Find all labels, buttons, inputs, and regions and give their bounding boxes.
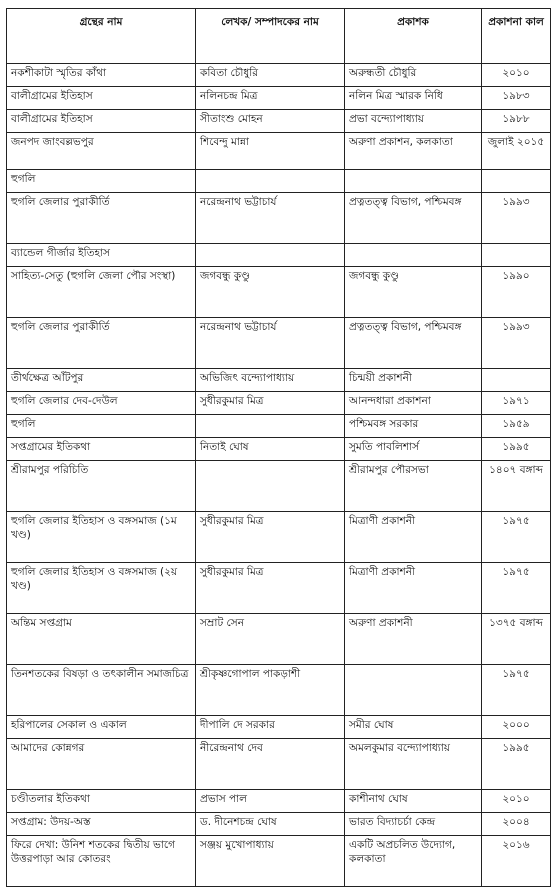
table-row xyxy=(7,133,551,170)
cell-author xyxy=(196,461,345,512)
cell-publisher: অরুন্ধতী চৌধুরি xyxy=(345,64,482,87)
header-publisher: প্রকাশক xyxy=(345,9,482,64)
table-row xyxy=(7,193,551,244)
cell-publisher: সমীর ঘোষ xyxy=(345,716,482,739)
cell-year: ১৯৭৫ xyxy=(482,512,551,563)
cell-publisher: মিত্রাণী প্রকাশনী xyxy=(345,512,482,563)
table-row xyxy=(7,512,551,563)
cell-title: হুগলি জেলার ইতিহাস ও বঙ্গসমাজ (১ম খণ্ড) xyxy=(7,512,196,563)
cell-title: হরিপালের সেকাল ও একাল xyxy=(7,716,196,739)
cell-title: হুগলি জেলার পুরাকীর্তি xyxy=(7,193,196,244)
table-row xyxy=(7,318,551,369)
table-row xyxy=(7,813,551,836)
table-row xyxy=(7,563,551,614)
cell-title: তিনশতকের বিষড়া ও তৎকালীন সমাজচিত্র xyxy=(7,665,196,716)
cell-publisher: অরুণা প্রকাশনী xyxy=(345,614,482,665)
cell-year: ১৯৭৫ xyxy=(482,665,551,716)
table-row xyxy=(7,614,551,665)
cell-year: ২০১০ xyxy=(482,64,551,87)
cell-title: জনপদ জাংবল্লভপুর xyxy=(7,133,196,170)
cell-author xyxy=(196,415,345,438)
cell-author: প্রভাস পাল xyxy=(196,790,345,813)
table-row xyxy=(7,790,551,813)
table-row xyxy=(7,110,551,133)
cell-title: হুগলি জেলার ইতিহাস ও বঙ্গসমাজ (২য় খণ্ড) xyxy=(7,563,196,614)
cell-year: ১৯৯৩ xyxy=(482,318,551,369)
table-row xyxy=(7,267,551,318)
cell-title: তীর্থক্ষেত্র আঁটপুর xyxy=(7,369,196,392)
header-author: লেখক/ সম্পাদকের নাম xyxy=(196,9,345,64)
cell-year: ১৯৭৫ xyxy=(482,563,551,614)
cell-year: ১৯৭১ xyxy=(482,392,551,415)
cell-year: ১৩৭৫ বঙ্গাব্দ xyxy=(482,614,551,665)
cell-year xyxy=(482,369,551,392)
cell-author xyxy=(196,244,345,267)
cell-year xyxy=(482,170,551,193)
cell-year: ২০০০ xyxy=(482,716,551,739)
cell-title: হুগলি জেলার পুরাকীর্তি xyxy=(7,318,196,369)
cell-author: সম্রাট সেন xyxy=(196,614,345,665)
cell-author: সীতাংশু মোহন xyxy=(196,110,345,133)
cell-title: সাহিত্য-সেতু (হুগলি জেলা পৌর সংস্থা) xyxy=(7,267,196,318)
table-row xyxy=(7,461,551,512)
book-list-table xyxy=(6,8,551,887)
cell-publisher: মিত্রাণী প্রকাশনী xyxy=(345,563,482,614)
cell-year: ২০১০ xyxy=(482,790,551,813)
cell-author: নীরেন্দ্রনাথ দেব xyxy=(196,739,345,790)
cell-author: সুধীরকুমার মিত্র xyxy=(196,563,345,614)
cell-year: ১৯৯৫ xyxy=(482,739,551,790)
cell-title: হুগলি xyxy=(7,415,196,438)
cell-publisher: ভারত বিদ্যাচর্চা কেন্দ্র xyxy=(345,813,482,836)
cell-year: জুলাই ২০১৫ xyxy=(482,133,551,170)
cell-author: শিবেন্দু মান্না xyxy=(196,133,345,170)
table-row xyxy=(7,665,551,716)
cell-title: অন্তিম সপ্তগ্রাম xyxy=(7,614,196,665)
cell-title: ব্যান্ডেল গীর্জার ইতিহাস xyxy=(7,244,196,267)
cell-publisher: কাশীনাথ ঘোষ xyxy=(345,790,482,813)
cell-title: বালীগ্রামের ইতিহাস xyxy=(7,87,196,110)
cell-publisher: পশ্চিমবঙ্গ সরকার xyxy=(345,415,482,438)
cell-author: অভিজিৎ বন্দ্যোপাধ্যায় xyxy=(196,369,345,392)
cell-year: ২০০৪ xyxy=(482,813,551,836)
table-row xyxy=(7,170,551,193)
cell-publisher xyxy=(345,665,482,716)
cell-year: ২০১৬ xyxy=(482,836,551,887)
table-row xyxy=(7,64,551,87)
table-row xyxy=(7,392,551,415)
cell-publisher: প্রভা বন্দ্যোপাধ্যায় xyxy=(345,110,482,133)
header-title: গ্রন্থের নাম xyxy=(7,9,196,64)
cell-publisher: নলিন মিত্র স্মারক নিধি xyxy=(345,87,482,110)
cell-publisher: অরুণা প্রকাশন, কলকাতা xyxy=(345,133,482,170)
cell-publisher: চিন্ময়ী প্রকাশনী xyxy=(345,369,482,392)
table-row xyxy=(7,369,551,392)
table-row xyxy=(7,415,551,438)
cell-year: ১৯৯৫ xyxy=(482,438,551,461)
cell-author: নলিনচন্দ্র মিত্র xyxy=(196,87,345,110)
cell-publisher: অমলকুমার বন্দ্যোপাধ্যায় xyxy=(345,739,482,790)
cell-publisher: প্রত্নতত্ত্ব বিভাগ, পশ্চিমবঙ্গ xyxy=(345,193,482,244)
cell-publisher: জগবন্ধু কুণ্ডু xyxy=(345,267,482,318)
cell-title: শ্রীরামপুর পরিচিতি xyxy=(7,461,196,512)
cell-author: সুধীরকুমার মিত্র xyxy=(196,512,345,563)
table-row xyxy=(7,739,551,790)
table-body xyxy=(7,64,551,887)
cell-year: ১৯৮৮ xyxy=(482,110,551,133)
cell-title: হুগলি জেলার দেব-দেউল xyxy=(7,392,196,415)
cell-author: জগবন্ধু কুণ্ডু xyxy=(196,267,345,318)
cell-title: বালীগ্রামের ইতিহাস xyxy=(7,110,196,133)
table-row xyxy=(7,87,551,110)
cell-author: দীপালি দে সরকার xyxy=(196,716,345,739)
table-header xyxy=(7,9,551,64)
cell-publisher xyxy=(345,170,482,193)
table-row xyxy=(7,836,551,887)
cell-year: ১৯৮৩ xyxy=(482,87,551,110)
cell-title: সপ্তগ্রাম: উদয়-অস্ত xyxy=(7,813,196,836)
cell-title: নকশীকাটা স্মৃতির কাঁথা xyxy=(7,64,196,87)
cell-publisher: শ্রীরামপুর পৌরসভা xyxy=(345,461,482,512)
cell-author xyxy=(196,170,345,193)
cell-author: শ্রীকৃষ্ণগোপাল পাকড়াশী xyxy=(196,665,345,716)
cell-title: চণ্ডীতলার ইতিকথা xyxy=(7,790,196,813)
cell-author: নরেন্দ্রনাথ ভট্টাচার্য xyxy=(196,193,345,244)
cell-author: নরেন্দ্রনাথ ভট্টাচার্য xyxy=(196,318,345,369)
cell-publisher xyxy=(345,244,482,267)
cell-title: হুগলি xyxy=(7,170,196,193)
cell-publisher: আনন্দধারা প্রকাশনা xyxy=(345,392,482,415)
cell-year xyxy=(482,244,551,267)
cell-publisher: প্রত্নতত্ত্ব বিভাগ, পশ্চিমবঙ্গ xyxy=(345,318,482,369)
cell-author: ড. দীনেশচন্দ্র ঘোষ xyxy=(196,813,345,836)
cell-year: ১৯৯০ xyxy=(482,267,551,318)
cell-author: সুধীরকুমার মিত্র xyxy=(196,392,345,415)
cell-year: ১৯৯৩ xyxy=(482,193,551,244)
cell-publisher: একটি অপ্রচলিত উদ্যোগ, কলকাতা xyxy=(345,836,482,887)
header-row xyxy=(7,9,551,64)
cell-author: নিতাই ঘোষ xyxy=(196,438,345,461)
table-row xyxy=(7,244,551,267)
table-row xyxy=(7,438,551,461)
cell-author: কবিতা চৌধুরি xyxy=(196,64,345,87)
cell-title: ফিরে দেখা: উনিশ শতকের দ্বিতীয় ভাগে উত্তরপাড়া আর কোতরং xyxy=(7,836,196,887)
header-year: প্রকাশনা কাল xyxy=(482,9,551,64)
cell-year: ১৪০৭ বঙ্গাব্দ xyxy=(482,461,551,512)
cell-publisher: সুমতি পাবলিশার্স xyxy=(345,438,482,461)
table-row xyxy=(7,716,551,739)
cell-author: সঞ্জয় মুখোপাধ্যায় xyxy=(196,836,345,887)
cell-title: সপ্তগ্রামের ইতিকথা xyxy=(7,438,196,461)
cell-title: আমাদের কোন্নগর xyxy=(7,739,196,790)
cell-year: ১৯৫৯ xyxy=(482,415,551,438)
